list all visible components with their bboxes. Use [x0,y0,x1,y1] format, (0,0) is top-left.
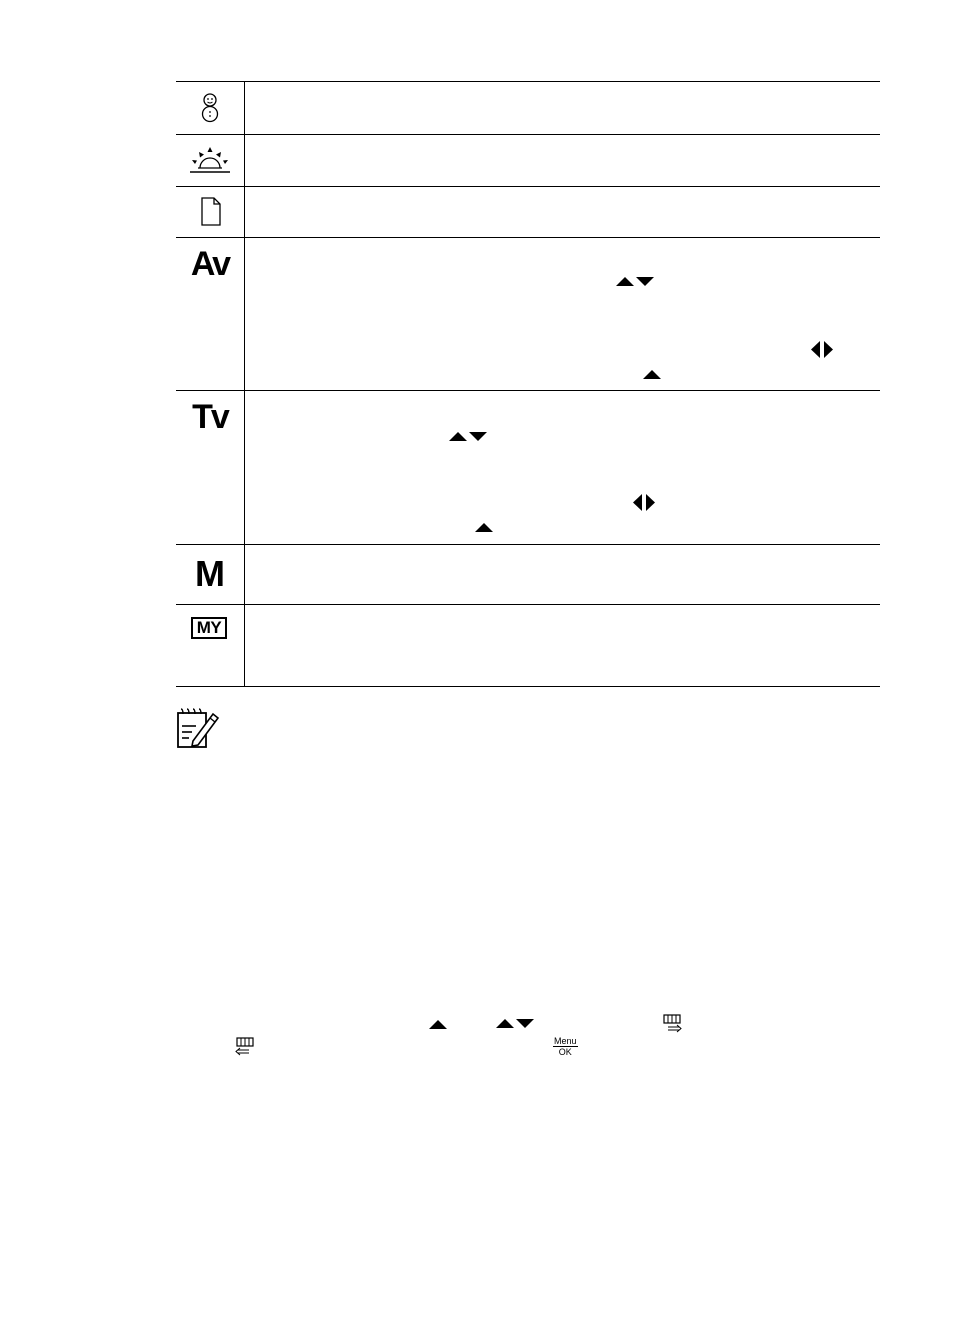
my-mode-icon: MY [191,617,227,639]
mode-row-my [176,604,880,687]
mode-row-tv [176,390,880,544]
m-mode-icon: M [195,553,225,594]
mode-icon-cell [176,391,245,544]
mode-icon-cell [176,187,245,237]
mode-row-sunset [176,134,880,186]
mode-icon-cell [176,238,245,390]
mode-row-av [176,237,880,390]
snowman-icon [176,82,244,134]
menu-back-icon [233,1036,255,1056]
menu-label: Menu [554,1036,577,1046]
up-arrow-icon [429,1019,449,1031]
up-down-arrows-icon [616,276,654,288]
document-icon [176,187,244,237]
av-mode-icon: Av [190,245,230,283]
up-arrow-icon [643,369,663,381]
menu-forward-icon [662,1013,684,1033]
ok-label: OK [558,1047,572,1057]
mode-row-snow [176,81,880,134]
mode-row-document [176,186,880,237]
sunset-icon [176,135,244,186]
up-down-arrows-icon [496,1018,534,1030]
up-down-arrows-icon [449,431,487,443]
mode-icon-cell [176,82,245,134]
left-right-arrows-icon [811,341,835,359]
mode-icon-cell [176,545,245,604]
mode-icon-cell [176,605,245,686]
note-pencil-icon [176,708,220,750]
up-arrow-icon [475,522,495,534]
mode-icon-cell [176,135,245,186]
tv-mode-icon: Tv [192,398,228,436]
menu-ok-button-icon [553,1036,578,1057]
mode-row-manual [176,544,880,604]
left-right-arrows-icon [633,494,657,512]
shooting-modes-table [176,81,880,687]
